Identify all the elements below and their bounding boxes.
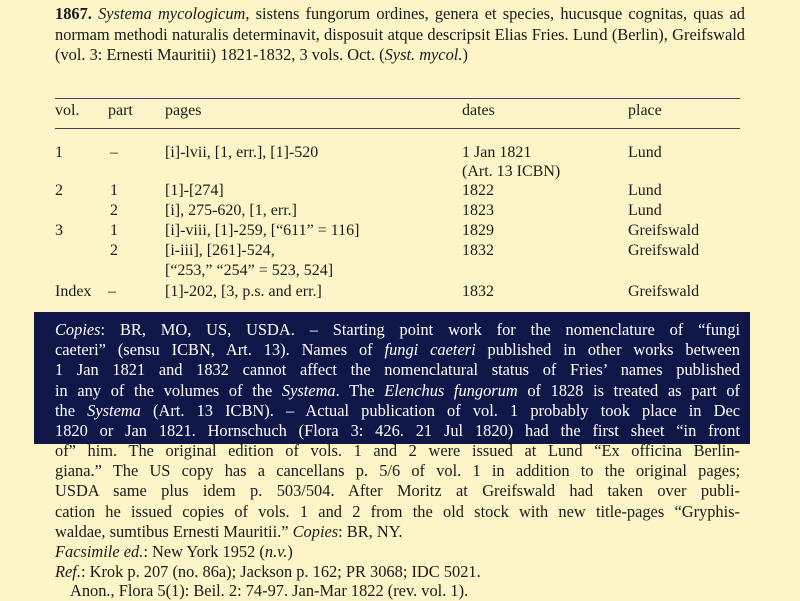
table-cell: 3 bbox=[55, 222, 63, 239]
abbreviation: Syst. mycol. bbox=[384, 45, 463, 64]
table-cell: Lund bbox=[628, 202, 662, 219]
entry-heading: 1867. Systema mycologicum, sistens fungorum ordines, genera et species, hucusque cognitas, quas ad normam methodi naturalis determinavit, disposuit atque descripsit Elias Fries. Lund (Berlin), Greifswald (vol. 3: Ernesti Mauritii) 1821-1832, 3 vols. Oct. (Syst. mycol.) bbox=[55, 4, 745, 64]
header-place: place bbox=[628, 102, 662, 119]
continued-paragraph: of” him. The original edition of vols. 1 and 2 were issued at Lund “Ex officina Berlin- giana.” The US copy has a cancellans p. 5/6 of vol. 1 in addition to the original pages; USDA same plus idem p. 503/504. After Moritz at Greifswald had taken over publi- cation he issued copies of vols. 1 and 2 from the old stock with new title-pages “Gryphis- waldae, sumtibus Ernesti Mauritii.” Copies: BR, NY. bbox=[55, 441, 740, 541]
table-header-rule bbox=[55, 128, 740, 129]
reference-line: Ref.: Krok p. 207 (no. 86a); Jackson p. 162; PR 3068; IDC 5021. bbox=[55, 562, 481, 581]
table-cell: 1 Jan 1821 bbox=[462, 144, 532, 161]
work-title: Systema mycologicum bbox=[98, 4, 246, 23]
table-cell: 2 bbox=[110, 242, 118, 259]
table-cell: 1832 bbox=[462, 283, 494, 300]
entry-number: 1867. bbox=[55, 4, 92, 23]
table-cell: 1 bbox=[55, 144, 63, 161]
table-cell: 1822 bbox=[462, 182, 494, 199]
header-part: part bbox=[108, 102, 133, 119]
table-top-rule bbox=[55, 98, 740, 99]
table-cell: [“253,” “254” = 523, 524] bbox=[165, 262, 334, 279]
table-cell: Greifswald bbox=[628, 242, 700, 259]
header-pages: pages bbox=[165, 102, 202, 119]
table-cell: [1]-[274] bbox=[165, 182, 224, 199]
table-cell: 1829 bbox=[462, 222, 494, 239]
table-cell: [i-iii], [261]-524, bbox=[165, 242, 275, 259]
header-vol: vol. bbox=[55, 102, 80, 119]
header-dates: dates bbox=[462, 102, 495, 119]
table-cell: [i]-viii, [1]-259, [“611” = 116] bbox=[165, 222, 360, 239]
table-cell: – bbox=[108, 283, 116, 300]
table-cell: Lund bbox=[628, 144, 662, 161]
table-cell: 1 bbox=[110, 182, 118, 199]
table-cell: [1]-202, [3, p.s. and err.] bbox=[165, 283, 322, 300]
table-cell: Lund bbox=[628, 182, 662, 199]
table-cell: [i], 275-620, [1, err.] bbox=[165, 202, 297, 219]
table-cell: 2 bbox=[110, 202, 118, 219]
table-cell: – bbox=[110, 144, 118, 161]
table-cell: 1823 bbox=[462, 202, 494, 219]
table-cell: (Art. 13 ICBN) bbox=[462, 163, 561, 180]
table-cell: Greifswald bbox=[628, 283, 700, 300]
table-cell: [i]-lvii, [1, err.], [1]-520 bbox=[165, 144, 319, 161]
table-cell: Index bbox=[55, 283, 92, 300]
highlighted-paragraph: Copies: BR, MO, US, USDA. – Starting point work for the nomenclature of “fungi caeteri” (sensu ICBN, Art. 13). Names of fungi caeteri published in other works between 1 Jan 1821 and 1832 cannot affect the nomenclatural status of Fries’ names published in any of the volumes of the Systema. The Elenchus fungorum of 1828 is treated as part of the Systema (Art. 13 ICBN). – Actual publication of vol. 1 probably took place in Dec 1820 or Jan 1821. Hornschuch (Flora 3: 426. 21 Jul 1820) had the first sheet “in front bbox=[55, 320, 741, 441]
table-cell: 1832 bbox=[462, 242, 494, 259]
table-cell: Greifswald bbox=[628, 222, 700, 239]
facsimile-line: Facsimile ed.: New York 1952 (n.v.) bbox=[55, 542, 293, 561]
table-cell: 1 bbox=[110, 222, 118, 239]
anon-reference-line: Anon., Flora 5(1): Beil. 2: 74-97. Jan-Mar 1822 (rev. vol. 1). bbox=[70, 581, 469, 600]
work-description: , sistens fungorum ordines, genera et species, hucusque cognitas, quas ad normam methodi naturalis determinavit, disposuit atque descripsit Elias Fries. Lund (Berlin), Greifswald (vol. 3: Ernesti Mauritii) 1821-1832, 3 vols. Oct. ( bbox=[55, 4, 745, 64]
table-cell: 2 bbox=[55, 182, 63, 199]
